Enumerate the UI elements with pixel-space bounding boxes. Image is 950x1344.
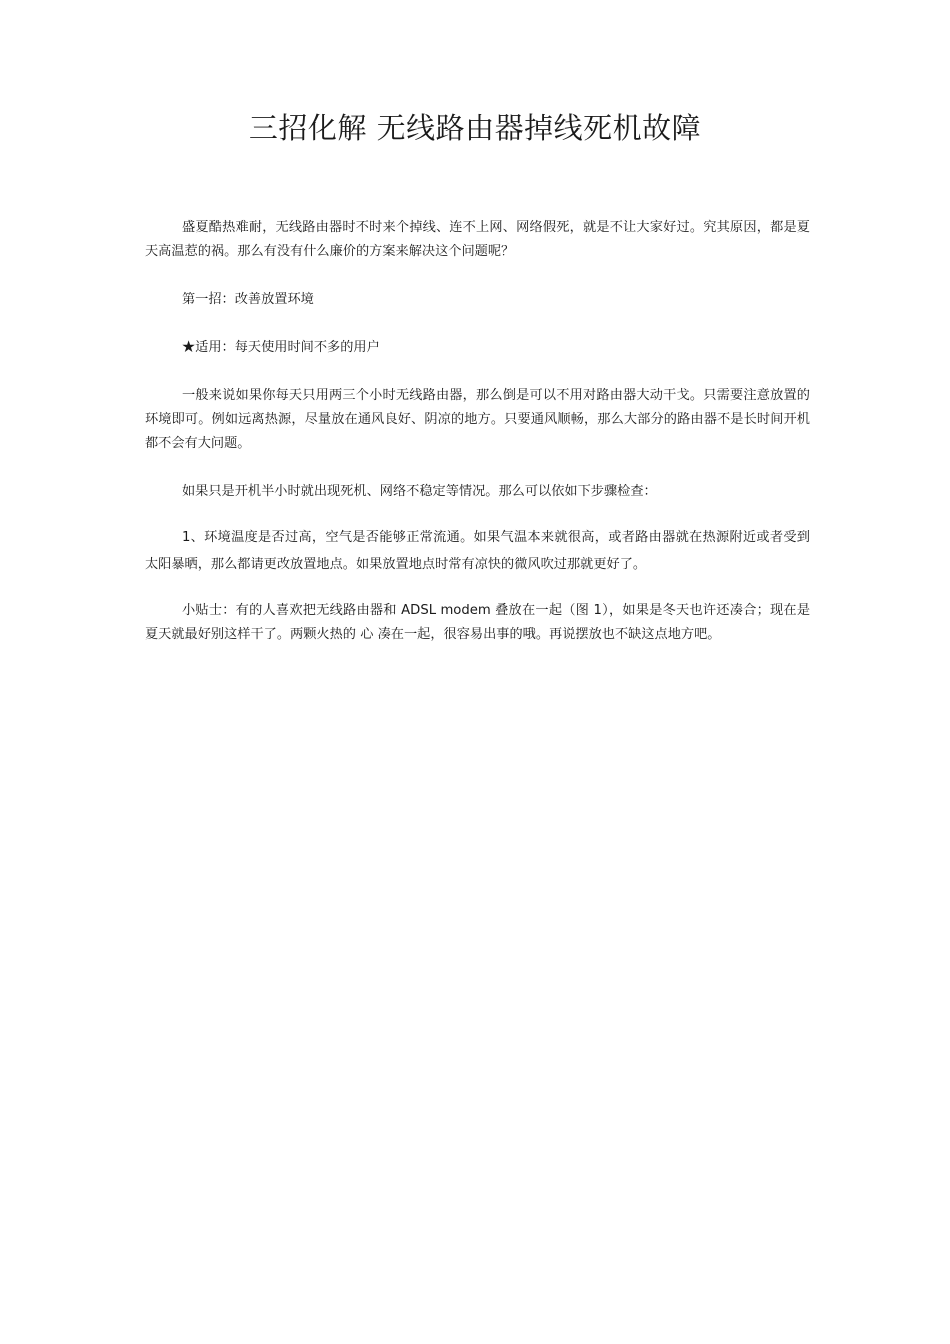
intro-paragraph: 盛夏酷热难耐，无线路由器时不时来个掉线、连不上网、网络假死，就是不让大家好过。究其原因，都是夏天高温惹的祸。那么有没有什么廉价的方案来解决这个问题呢？ <box>145 220 810 259</box>
step1-heading: 第一招：改善放置环境 <box>182 292 314 307</box>
tip-latin-figure-number: 1 <box>589 603 602 618</box>
document-title: 三招化解 无线路由器掉线死机故障 <box>248 111 702 145</box>
check-item-1 <box>145 524 810 578</box>
general-paragraph: 一般来说如果你每天只用两三个小时无线路由器，那么倒是可以不用对路由器大动干戈。只需要注意放置的环境即可。例如远离热源，尽量放在通风良好、阴凉的地方。只要通风顺畅，那么大部分的路由器不是长时间开机都不会有大问题。 <box>145 388 810 451</box>
tip-text-part2: 叠放在一起（图 <box>495 603 590 618</box>
applicable-note: ★适用：每天使用时间不多的用户 <box>182 340 380 355</box>
check-item-1-text: 、环境温度是否过高，空气是否能够正常流通。如果气温本来就很高，或者路由器就在热源附近或者受到太阳暴晒，那么都请更改放置地点。如果放置地点时常有凉快的微风吹过那就更好了。 <box>145 530 810 572</box>
tip-latin-modem: ADSL modem <box>396 603 496 618</box>
check-intro-paragraph: 如果只是开机半小时就出现死机、网络不稳定等情况。那么可以依如下步骤检查： <box>182 484 657 499</box>
tip-text-part3: ），如果是冬天也许还凑合；现在是夏天就最好别这样干了。两颗火热的 心 凑在一起，很容易出事的哦。再说摆放也不缺这点地方吧。 <box>145 603 811 642</box>
check-item-1-number: 1 <box>182 530 191 545</box>
tip-text-part1: 小贴士：有的人喜欢把无线路由器和 <box>182 603 397 618</box>
tip-paragraph <box>145 599 810 647</box>
